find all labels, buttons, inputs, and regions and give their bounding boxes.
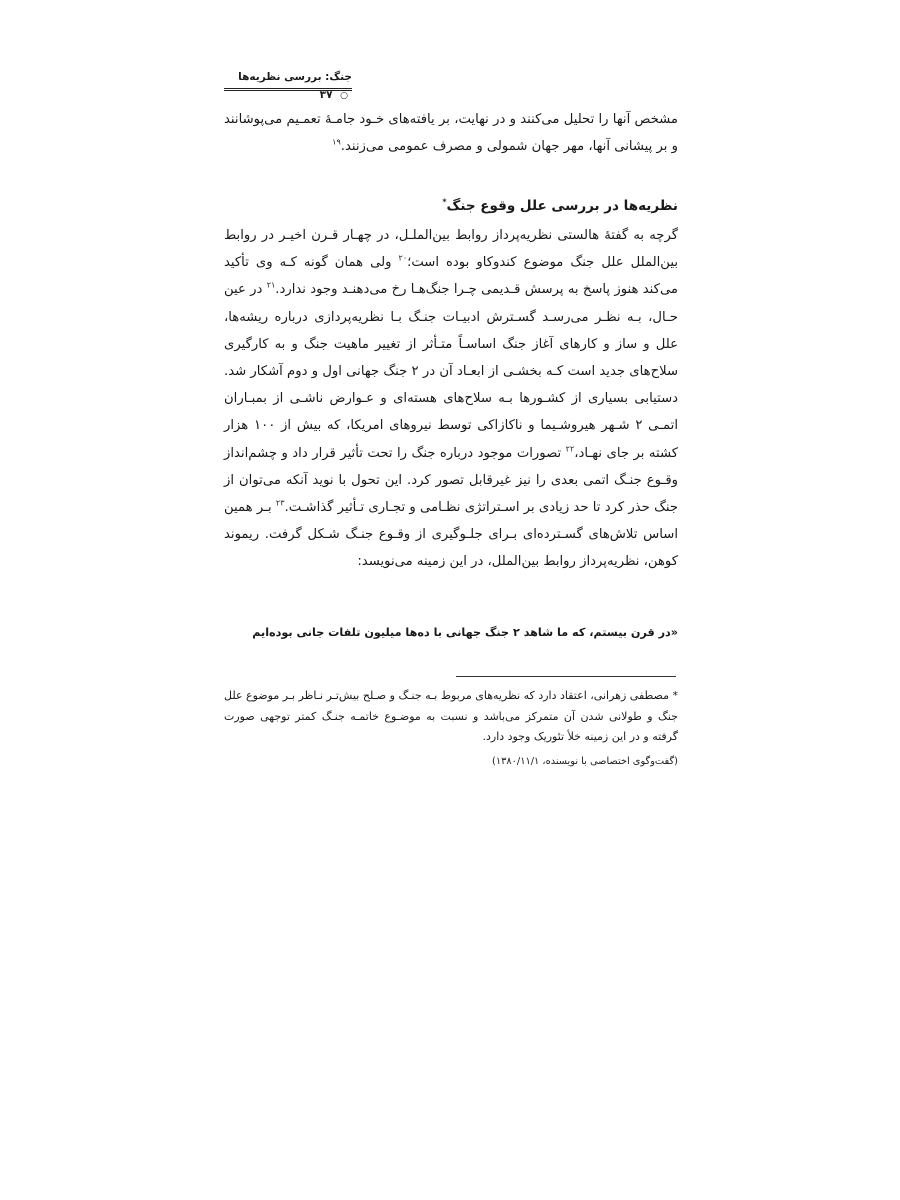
body-text: گرچه به گفتهٔ هالستی نظریه‌پرداز روابط بین‌الملـل، در چهـار قـرن اخیـر در روابط بین‌الملل علل جنگ موضوع کندوکاو بوده است؛ — [224, 228, 678, 271]
running-header — [224, 68, 352, 101]
footnote-divider — [456, 676, 676, 677]
section-heading — [224, 194, 678, 218]
endnote-ref: ۱۹ — [332, 137, 341, 147]
endnote-ref: ۲۱ — [266, 281, 276, 291]
body-text: تصورات موجود درباره جنگ را تحت تأثیر قرار داد و چشم‌انداز وقـوع جنـگ اتمی بعدی را نیز غیرقابل تصور کرد. این تحول با نوید آنکه می‌توان از جنگ حذر کرد تا حد زیادی بر اسـتراتژی نظـامی و تجـاری تـأثیر گذاشـت. — [224, 445, 679, 516]
header-separator-icon: ○ — [340, 91, 348, 101]
page-number: ۳۷ — [319, 89, 333, 101]
endnote-ref: ۲۳ — [275, 498, 285, 508]
block-quote: «در قرن بیستم، که ما شاهد ۲ جنگ جهانی با ده‌ها میلیون تلفات جانی بوده‌ایم — [252, 626, 678, 639]
endnote-ref: ۲۲ — [565, 444, 575, 454]
body-text: در عین حـال، بـه نظـر می‌رسـد گسـترش ادبیـات جنـگ بـا نظریه‌پردازی درباره ریشه‌ها، علل و ساز و کارهای آغاز جنگ اساسـاً متـأثر از تغییر ماهیت جنگ و به کارگیری سلاح‌های جدید است کـه بخشـی از ابعـاد آن در ۲ جنگ جهانی اول و دوم آشکار شد. دستیابی بسیاری از کشـورها بـه سلاح‌های هسته‌ای و عـوارض ناشـی از بمبـاران اتمـی ۲ شـهر هیروشـیما و ناکازاکی توسط نیروهای امریکا، که بیش از ۱۰۰ هزار کشته بر جای نهـاد، — [224, 282, 679, 461]
footnote-mark: * — [442, 197, 447, 207]
running-title: جنگ: بررسی نظریه‌ها — [238, 71, 352, 83]
footnote: * مصطفی زهرانی، اعتقاد دارد که نظریه‌های مربوط بـه جنـگ و صـلح بیش‌تـر نـاظر بـر موضوع علل جنگ و طولانی شدن آن متمرکز می‌باشد و نسبت به موضـوع خاتمـه جنـگ کمتر توجهی صورت گرفته و در این زمینه خلأ تئوریک وجود دارد. — [224, 689, 678, 743]
body-text: ولی همان گونه کـه وی تأکید می‌کند هنوز پاسخ به پرسش قـدیمی چـرا جنگ‌هـا رخ می‌دهنـد وجود ندارد. — [224, 255, 678, 298]
body-text: بـر همین اساس تلاش‌های گسـترده‌ای بـرای جلـوگیری از وقـوع جنـگ شـکل گرفت. ریموند کوهن، نظریه‌پرداز روابط بین‌الملل، در این زمینه می‌نویسد: — [224, 500, 678, 570]
footnote-source: (گفت‌وگوی اختصاصی با نویسنده، ۱۳۸۰/۱۱/۱) — [492, 756, 678, 767]
body-paragraph — [224, 222, 678, 576]
endnote-ref: ۲۰ — [398, 253, 408, 263]
section-heading-text: نظریه‌ها در بررسی علل وقوع جنگ — [446, 198, 678, 214]
paragraph-continued — [224, 106, 678, 160]
paragraph-text: مشخص آنها را تحلیل می‌کنند و در نهایت، بر یافته‌های خـود جامـهٔ تعمـیم می‌پوشانند و بر پیشانی آنها، مهر جهان شمولی و مصرف عمومی می‌زنند. — [224, 112, 678, 155]
